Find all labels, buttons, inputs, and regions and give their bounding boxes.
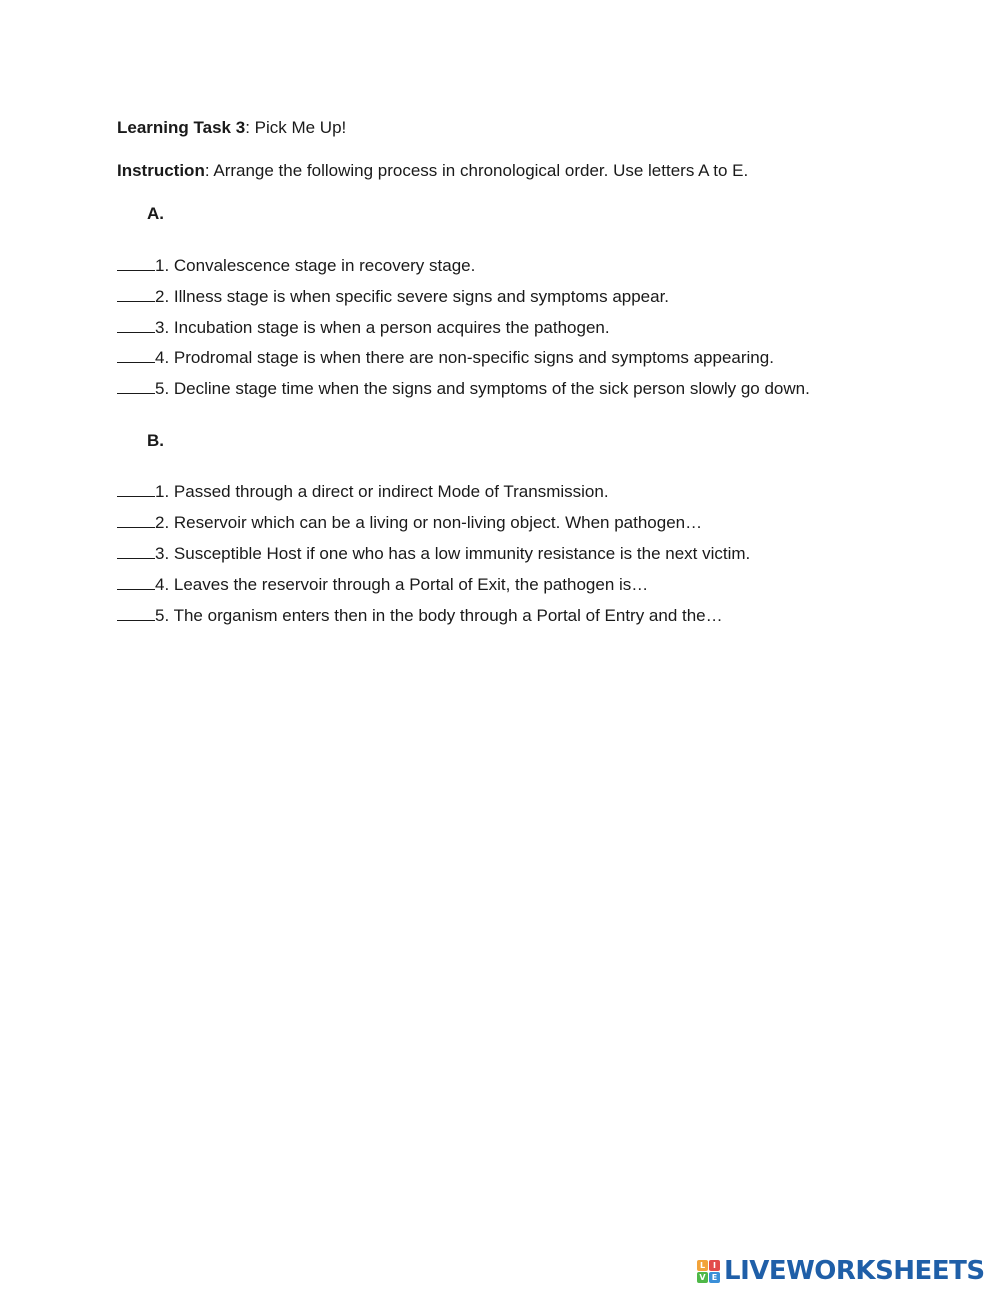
answer-blank[interactable] <box>117 544 155 559</box>
section-a-item-5 <box>117 379 810 399</box>
task-title-label: Learning Task 3 <box>117 118 246 137</box>
answer-blank[interactable] <box>117 482 155 497</box>
instruction-text: : Arrange the following process in chronological order. Use letters A to E. <box>204 161 749 180</box>
logo-mark-cell: E <box>709 1272 720 1283</box>
logo-mark-cell: L <box>697 1260 708 1271</box>
item-text: 1. Convalescence stage in recovery stage. <box>155 256 476 275</box>
liveworksheets-logo <box>697 1256 985 1286</box>
instruction-label: Instruction <box>117 161 205 180</box>
item-text: 2. Reservoir which can be a living or non-living object. When pathogen… <box>155 513 703 532</box>
answer-blank[interactable] <box>117 379 155 394</box>
answer-blank[interactable] <box>117 348 155 363</box>
section-b-item-3 <box>117 544 750 564</box>
answer-blank[interactable] <box>117 256 155 271</box>
logo-mark-cell: I <box>709 1260 720 1271</box>
logo-mark-icon <box>697 1260 720 1283</box>
logo-text: LIVEWORKSHEETS <box>724 1256 985 1286</box>
answer-blank[interactable] <box>117 575 155 590</box>
section-b-item-2 <box>117 513 702 533</box>
section-a-item-1 <box>117 256 475 276</box>
section-b-item-1 <box>117 482 609 502</box>
section-a-heading: A. <box>147 204 164 223</box>
section-a-item-4 <box>117 348 774 368</box>
task-title-name: : Pick Me Up! <box>245 118 347 137</box>
section-b-heading: B. <box>147 431 164 450</box>
task-title <box>117 118 346 138</box>
item-text: 3. Susceptible Host if one who has a low immunity resistance is the next victim. <box>155 544 751 563</box>
answer-blank[interactable] <box>117 513 155 528</box>
item-text: 1. Passed through a direct or indirect Mode of Transmission. <box>155 482 609 501</box>
logo-mark-cell: V <box>697 1272 708 1283</box>
item-text: 2. Illness stage is when specific severe signs and symptoms appear. <box>155 287 670 306</box>
section-a-item-3 <box>117 318 610 338</box>
answer-blank[interactable] <box>117 287 155 302</box>
answer-blank[interactable] <box>117 606 155 621</box>
section-b-item-4 <box>117 575 648 595</box>
section-a-item-2 <box>117 287 669 307</box>
instruction <box>117 161 748 181</box>
item-text: 5. Decline stage time when the signs and symptoms of the sick person slowly go down. <box>155 379 810 398</box>
answer-blank[interactable] <box>117 318 155 333</box>
item-text: 5. The organism enters then in the body through a Portal of Entry and the… <box>155 606 723 625</box>
item-text: 4. Leaves the reservoir through a Portal of Exit, the pathogen is… <box>155 575 649 594</box>
item-text: 4. Prodromal stage is when there are non-specific signs and symptoms appearing. <box>155 348 774 367</box>
section-b-item-5 <box>117 606 723 626</box>
item-text: 3. Incubation stage is when a person acquires the pathogen. <box>155 318 610 337</box>
